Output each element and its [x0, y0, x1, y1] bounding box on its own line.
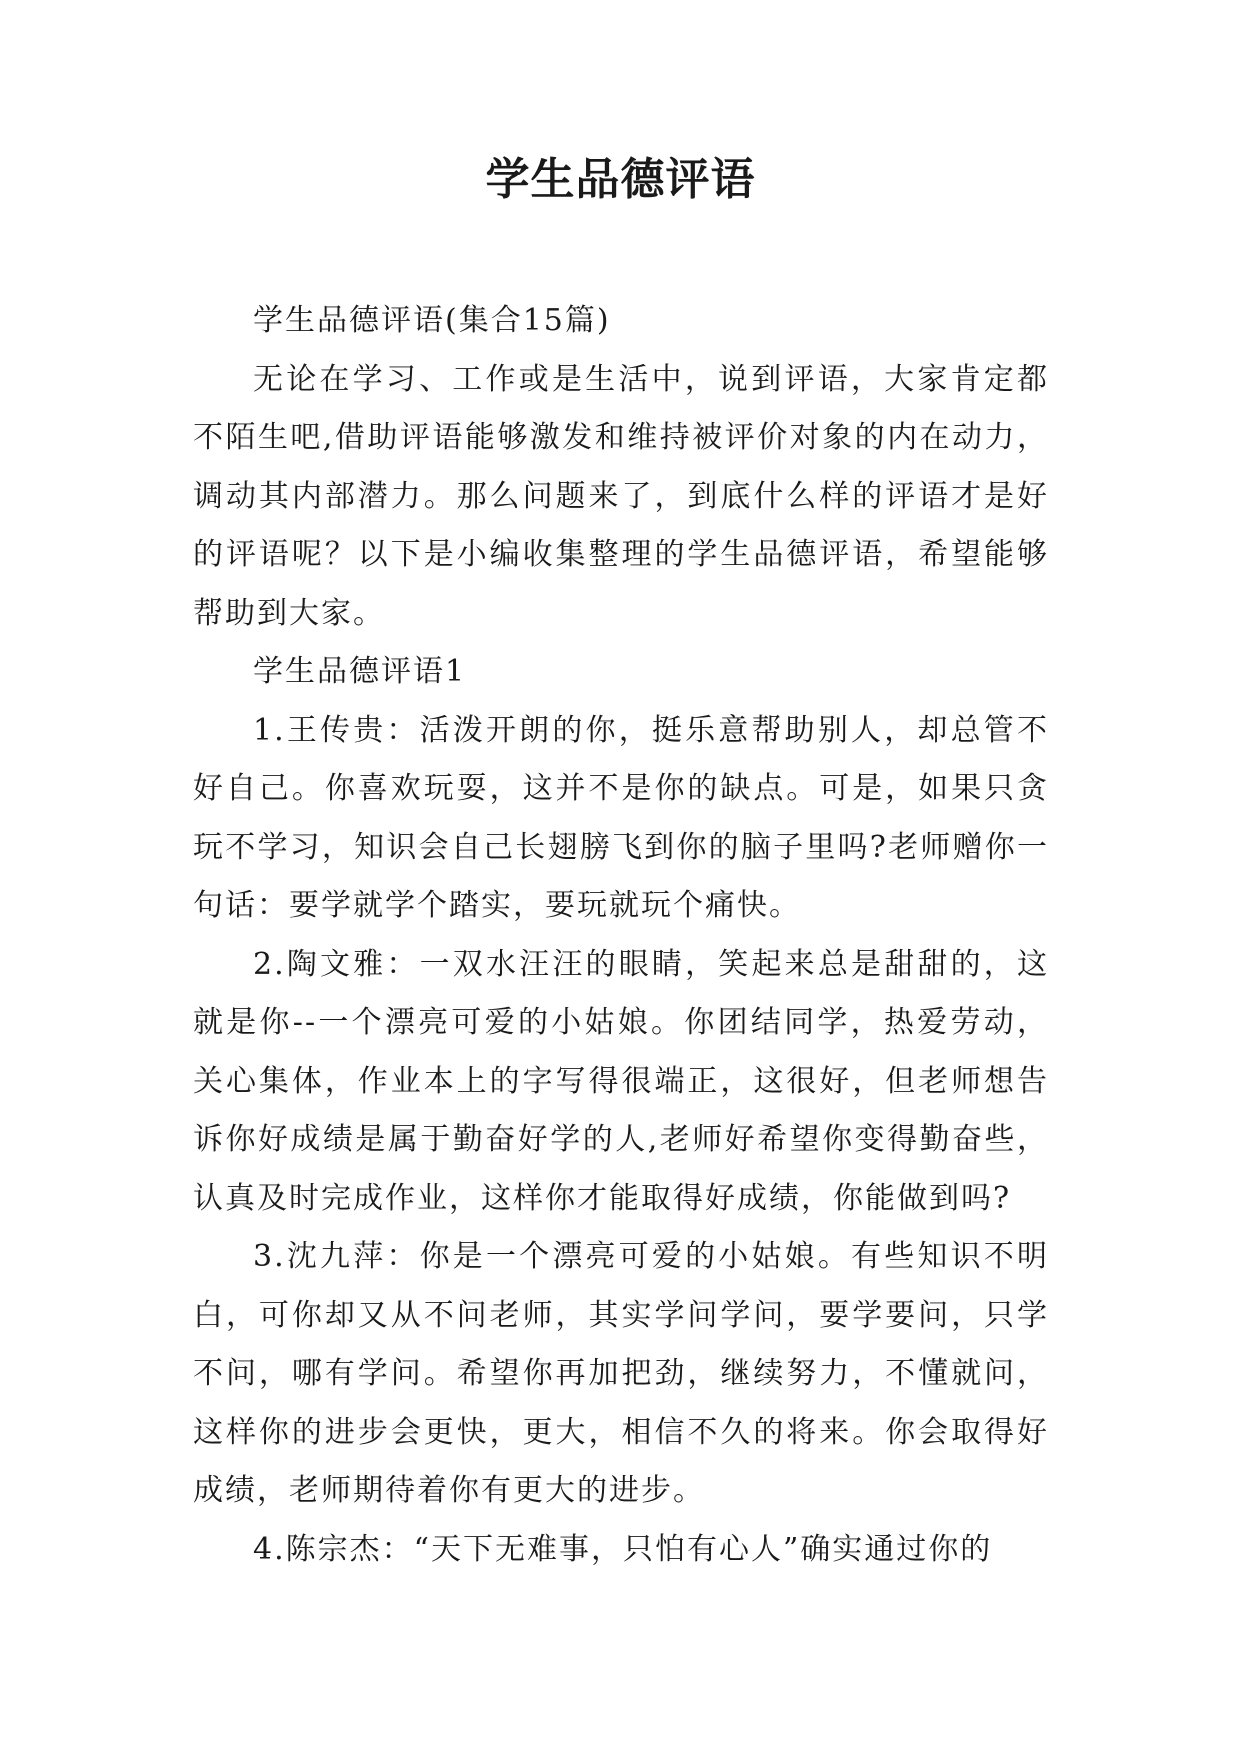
- comment-paragraph-1: 1.王传贵：活泼开朗的你，挺乐意帮助别人，却总管不好自己。你喜欢玩耍，这并不是你的缺点。可是，如果只贪玩不学习，知识会自己长翅膀飞到你的脑子里吗?老师赠你一句话：要学就学个踏实，要玩就玩个痛快。: [193, 712, 1049, 923]
- document-title: 学生品德评语: [485, 154, 756, 205]
- comment-paragraph-2: 2.陶文雅：一双水汪汪的眼睛，笑起来总是甜甜的，这就是你--一个漂亮可爱的小姑娘。你团结同学，热爱劳动，关心集体，作业本上的字写得很端正，这很好，但老师想告诉你好成绩是属于勤奋好学的人,老师好希望你变得勤奋些，认真及时完成作业，这样你才能取得好成绩，你能做到吗?: [193, 946, 1049, 1216]
- comment-paragraph-4: 4.陈宗杰：“天下无难事，只怕有心人”确实通过你的: [253, 1531, 993, 1567]
- section-heading: 学生品德评语1: [253, 654, 467, 689]
- subtitle-paragraph: 学生品德评语(集合15篇): [253, 303, 611, 338]
- comment-paragraph-3: 3.沈九萍：你是一个漂亮可爱的小姑娘。有些知识不明白，可你却又从不问老师，其实学问学问，要学要问，只学不问，哪有学问。希望你再加把劲，继续努力，不懂就问，这样你的进步会更快，更大，相信不久的将来。你会取得好成绩，老师期待着你有更大的进步。: [193, 1239, 1049, 1508]
- document-body: [193, 292, 1049, 1579]
- intro-paragraph: 无论在学习、工作或是生活中，说到评语，大家肯定都不陌生吧,借助评语能够激发和维持被评价对象的内在动力，调动其内部潜力。那么问题来了，到底什么样的评语才是好的评语呢？以下是小编收集整理的学生品德评语，希望能够帮助到大家。: [193, 361, 1049, 631]
